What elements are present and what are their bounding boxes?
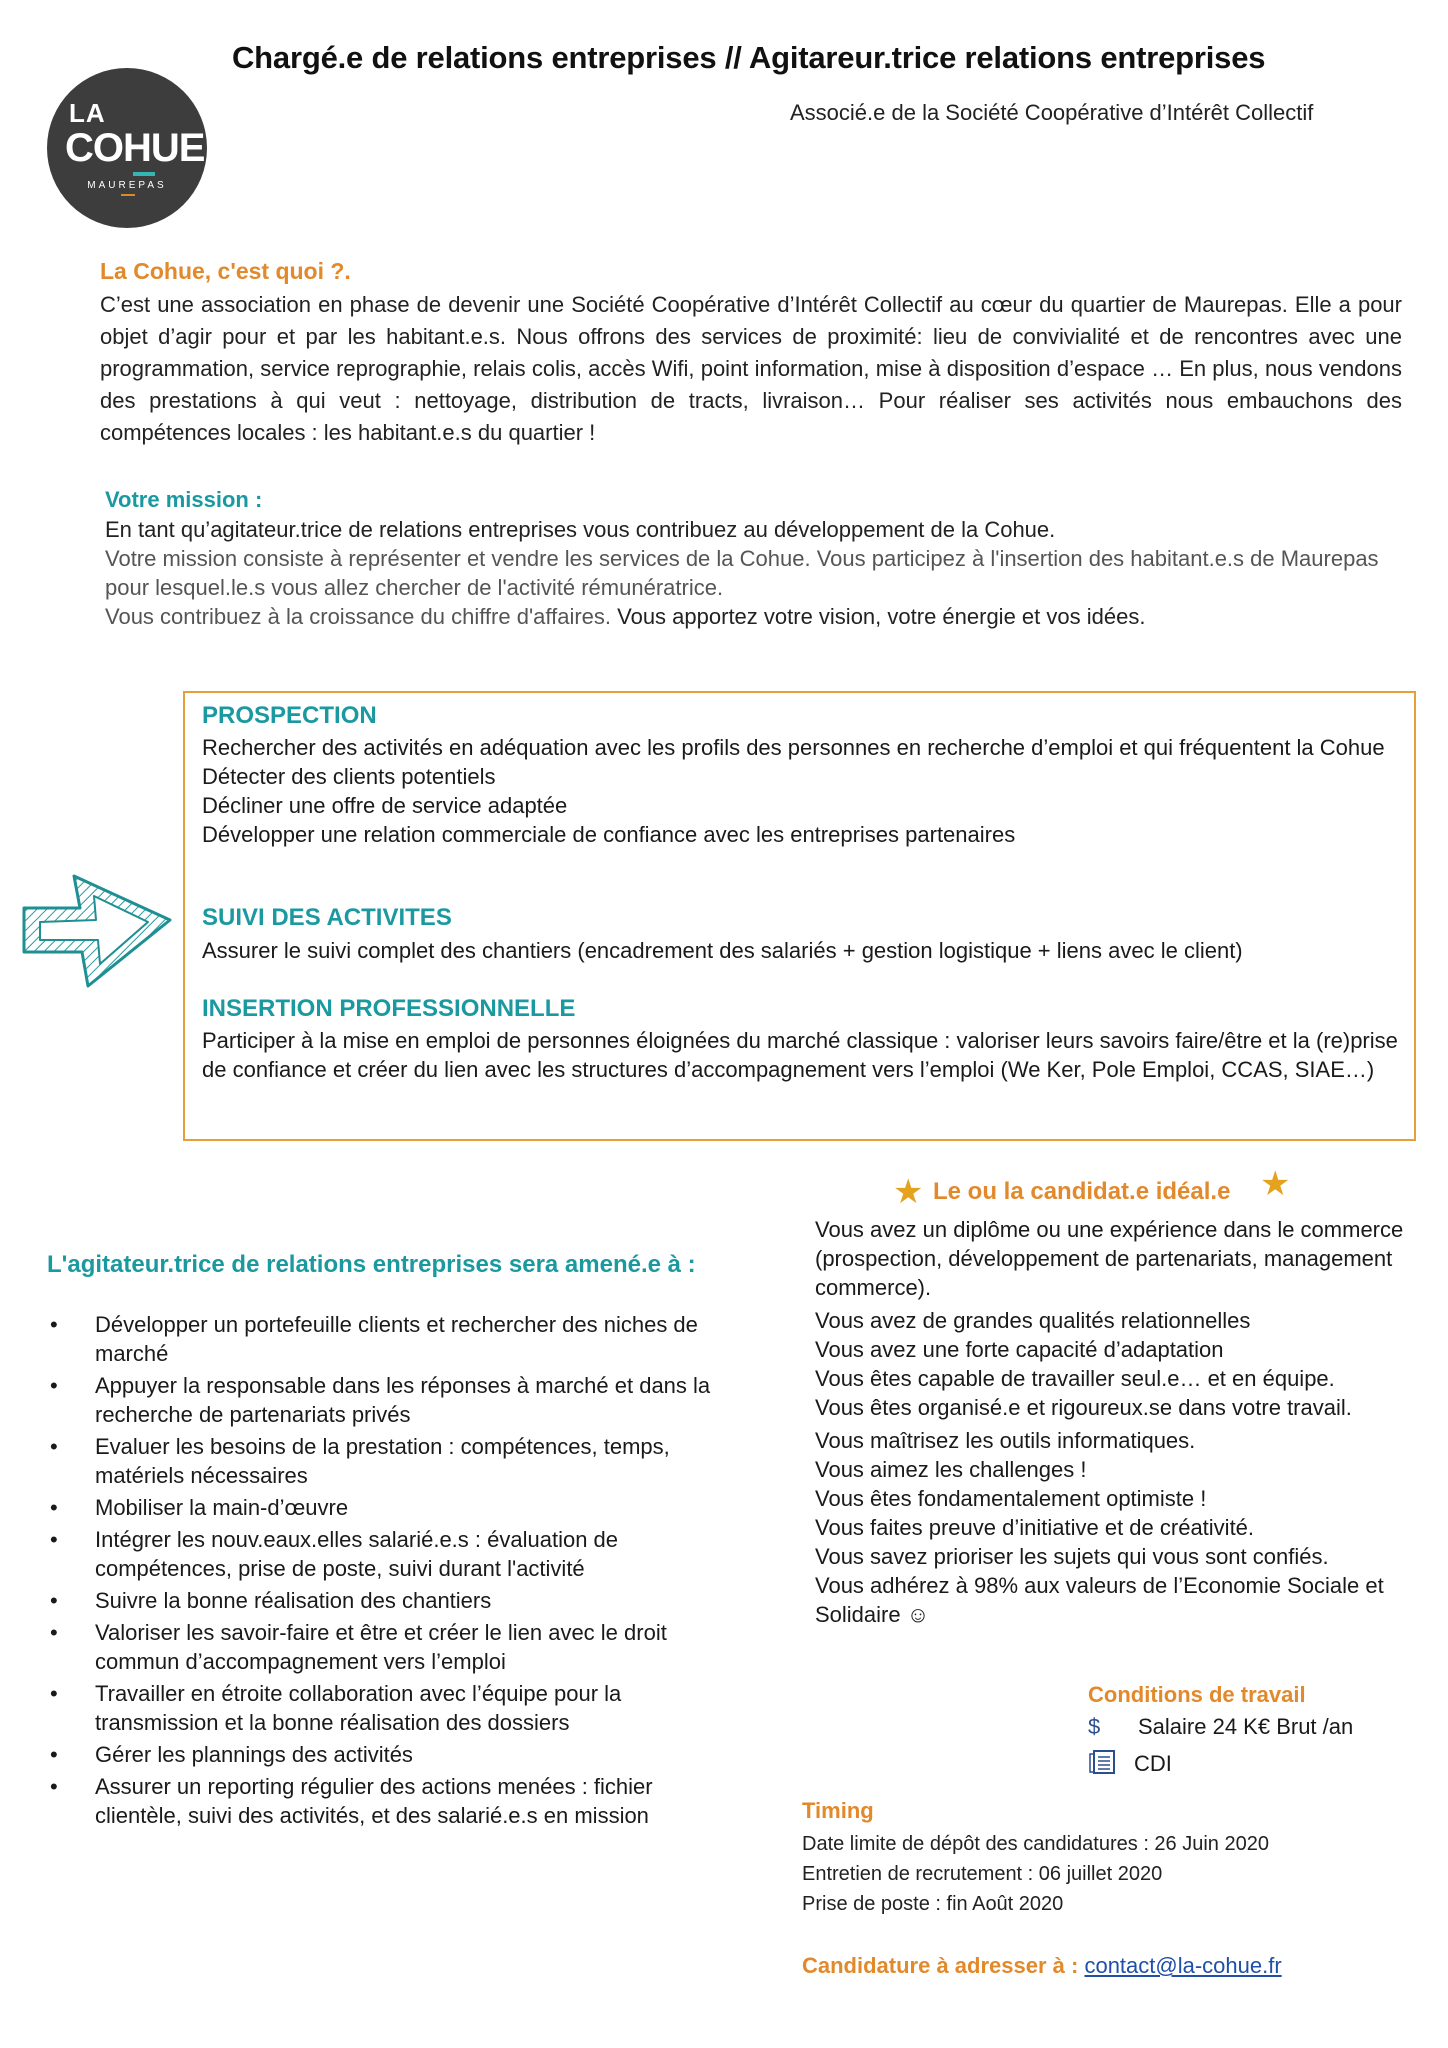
insertion-body: Participer à la mise en emploi de personnes éloignées du marché classique : valoriser leurs savoirs faire/être et la (re)prise de confiance et créer du lien avec les structures d’accompagnement vers l’emploi (We Ker, Pole Emploi, CCAS, SIAE…) — [202, 1028, 1398, 1082]
star-icon: ★ — [893, 1173, 924, 1211]
mission-line-3 — [105, 602, 1405, 631]
prospection-line: Décliner une offre de service adaptée — [202, 793, 568, 818]
timing-title: Timing — [802, 1798, 874, 1823]
star-icon: ★ — [1260, 1165, 1291, 1203]
candidature-label: Candidature à adresser à : — [802, 1953, 1085, 1978]
prospection-body — [202, 733, 1402, 849]
la-cohue-logo — [47, 68, 207, 228]
insertion-title: INSERTION PROFESSIONNELLE — [202, 995, 576, 1022]
about-body: C’est une association en phase de devenir une Société Coopérative d’Intérêt Collectif au cœur du quartier de Maurepas. Elle a pour objet d’agir pour et par les habitant.e.s. Nous offrons des services de proximité: lieu de convivialité et de rencontres avec une programmation, service reprographie, relais colis, accès Wifi, point information, mise à disposition d’espace … En plus, nous vendons des prestations à qui veut : nettoyage, distribution de tracts, livraison… Pour réaliser ses activités nous embauchons des compétences locales : les habitant.e.s du quartier ! — [100, 292, 1402, 445]
salary-text: Salaire 24 K€ Brut /an — [1138, 1714, 1354, 1739]
dollar-icon: $ — [1088, 1714, 1101, 1739]
ideal-line: Vous êtes organisé.e et rigoureux.se dans votre travail. — [815, 1395, 1352, 1420]
contract-text: CDI — [1134, 1751, 1172, 1776]
suivi-title: SUIVI DES ACTIVITES — [202, 904, 452, 931]
timing-line: Date limite de dépôt des candidatures : 26 Juin 2020 — [802, 1833, 1269, 1855]
list-item: • Evaluer les besoins de la prestation : compétences, temps, matériels nécessaires — [48, 1432, 738, 1490]
salary-row — [1088, 1714, 1353, 1740]
logo-underline — [133, 172, 155, 176]
prospection-line: Détecter des clients potentiels — [202, 764, 496, 789]
document-icon — [1088, 1749, 1118, 1775]
list-item: • Gérer les plannings des activités — [48, 1740, 738, 1769]
ideal-line: Vous aimez les challenges ! — [815, 1457, 1087, 1482]
contract-row — [1088, 1749, 1172, 1777]
suivi-body: Assurer le suivi complet des chantiers (encadrement des salariés + gestion logistique + liens avec le client) — [202, 938, 1243, 963]
mission-line-3b: Vous apportez votre vision, votre énergie et vos idées. — [611, 604, 1146, 629]
ideal-line: Vous faites preuve d’initiative et de créativité. — [815, 1515, 1255, 1540]
mission-line-2: Votre mission consiste à représenter et vendre les services de la Cohue. Vous participez à l'insertion des habitant.e.s de Maurepas pour lesquel.le.s vous allez chercher de l'activité rémunératrice. — [105, 546, 1379, 600]
ideal-line: Vous êtes capable de travailler seul.e… et en équipe. — [815, 1366, 1335, 1391]
timing-line: Prise de poste : fin Août 2020 — [802, 1893, 1064, 1915]
logo-accent — [121, 194, 135, 196]
conditions-title: Conditions de travail — [1088, 1682, 1306, 1707]
list-item: • Appuyer la responsable dans les réponses à marché et dans la recherche de partenariats privés — [48, 1371, 738, 1429]
logo-text-la: LA — [69, 98, 106, 128]
timing-line: Entretien de recrutement : 06 juillet 2020 — [802, 1863, 1163, 1885]
mission-line-1: En tant qu’agitateur.trice de relations entreprises vous contribuez au développement de la Cohue. — [105, 517, 1056, 542]
ideal-line: Vous maîtrisez les outils informatiques. — [815, 1428, 1196, 1453]
arrow-right-icon — [18, 868, 176, 990]
ideal-body — [815, 1215, 1435, 1629]
ideal-title: Le ou la candidat.e idéal.e — [933, 1178, 1231, 1205]
timing-body — [802, 1829, 1269, 1919]
ideal-line: Vous êtes fondamentalement optimiste ! — [815, 1486, 1207, 1511]
contact-email-link[interactable]: contact@la-cohue.fr — [1084, 1953, 1282, 1978]
about-title: La Cohue, c'est quoi ?. — [100, 258, 351, 284]
mission-title: Votre mission : — [105, 487, 263, 512]
list-item: • Assurer un reporting régulier des actions menées : fichier clientèle, suivi des activités, et des salarié.e.s en mission — [48, 1772, 738, 1830]
page-subtitle: Associé.e de la Société Coopérative d’Intérêt Collectif — [790, 100, 1314, 125]
ideal-line: Vous adhérez à 98% aux valeurs de l’Economie Sociale et Solidaire ☺ — [815, 1573, 1384, 1627]
mission-line-3a: Vous contribuez à la croissance du chiffre d'affaires. — [105, 604, 612, 629]
list-item: • Suivre la bonne réalisation des chantiers — [48, 1586, 738, 1615]
mission-body — [105, 515, 1405, 631]
list-item: • Travailler en étroite collaboration avec l’équipe pour la transmission et la bonne réalisation des dossiers — [48, 1679, 738, 1737]
prospection-line: Développer une relation commerciale de confiance avec les entreprises partenaires — [202, 822, 1016, 847]
prospection-title: PROSPECTION — [202, 702, 377, 729]
ideal-line: Vous avez de grandes qualités relationnelles — [815, 1308, 1251, 1333]
logo-text-cohue: COHUE — [65, 126, 205, 170]
agitateur-list — [48, 1310, 738, 1833]
ideal-line: Vous avez une forte capacité d’adaptation — [815, 1337, 1224, 1362]
list-item: • Mobiliser la main-d’œuvre — [48, 1493, 738, 1522]
ideal-line: Vous avez un diplôme ou une expérience dans le commerce (prospection, développement de partenariats, management commerce). — [815, 1217, 1404, 1300]
prospection-line: Rechercher des activités en adéquation avec les profils des personnes en recherche d’emploi et qui fréquentent la Cohue — [202, 735, 1385, 760]
candidature-line — [802, 1953, 1282, 1979]
logo-text-maurepas: MAUREPAS — [87, 180, 167, 191]
list-item: • Intégrer les nouv.eaux.elles salarié.e.s : évaluation de compétences, prise de poste, suivi durant l'activité — [48, 1525, 738, 1583]
page-title: Chargé.e de relations entreprises // Agitareur.trice relations entreprises — [232, 40, 1266, 75]
list-item: • Développer un portefeuille clients et rechercher des niches de marché — [48, 1310, 738, 1368]
list-item: • Valoriser les savoir-faire et être et créer le lien avec le droit commun d’accompagnement vers l’emploi — [48, 1618, 738, 1676]
missions-box — [183, 691, 1416, 1141]
agitateur-title: L'agitateur.trice de relations entreprises sera amené.e à : — [47, 1251, 696, 1278]
ideal-line: Vous savez prioriser les sujets qui vous sont confiés. — [815, 1544, 1329, 1569]
